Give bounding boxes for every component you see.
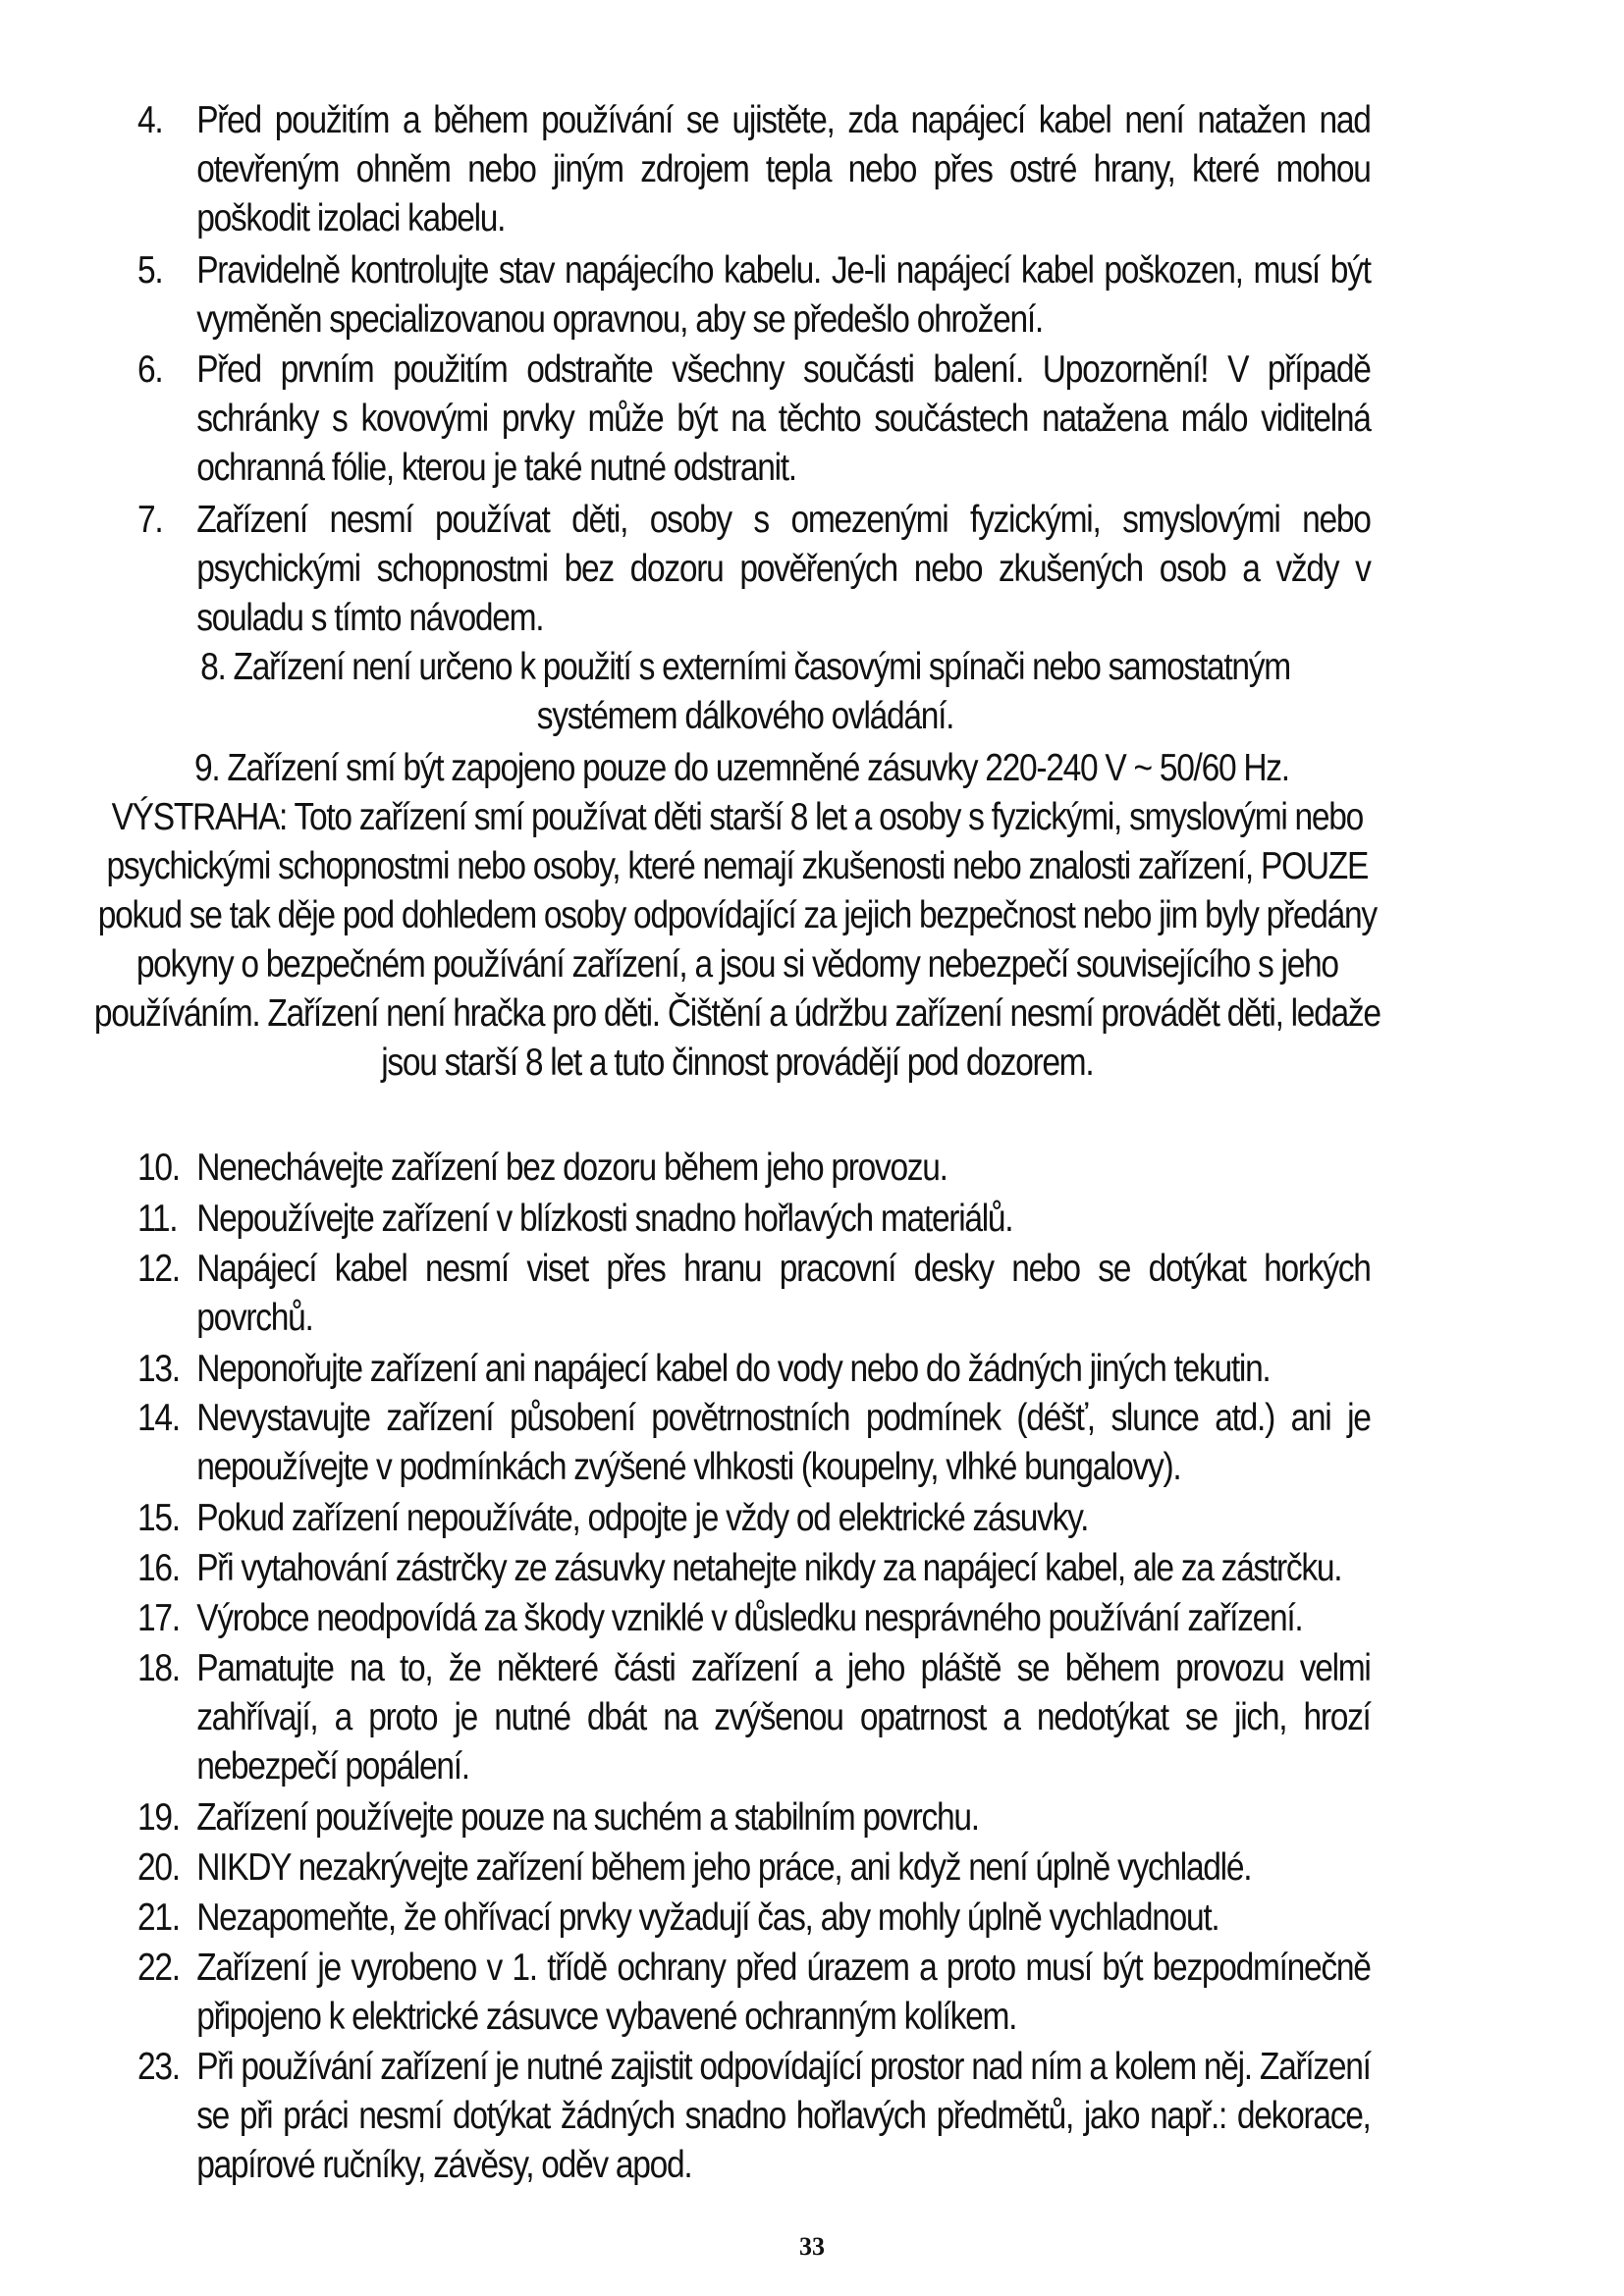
list-item-17 bbox=[137, 1594, 1371, 1643]
item-number: 17. bbox=[137, 1597, 180, 1639]
list-item-11 bbox=[137, 1195, 1371, 1244]
item-number: 13. bbox=[137, 1348, 180, 1390]
item-text: Před prvním použitím odstraňte všechny součásti balení. Upozornění! V případě schránky s kovovými prvky může být na těchto součástech natažena málo viditelná ochranná fólie, kterou je také nutné odstranit. bbox=[196, 348, 1371, 489]
item-text: Nevystavujte zařízení působení povětrnostních podmínek (déšť, slunce atd.) ani je nepoužívejte v podmínkách zvýšené vlhkosti (koupelny, vlhké bungalovy). bbox=[196, 1397, 1371, 1488]
item-text: Nepoužívejte zařízení v blízkosti snadno hořlavých materiálů. bbox=[196, 1198, 1013, 1240]
item-text: Zařízení používejte pouze na suchém a stabilním povrchu. bbox=[196, 1796, 979, 1839]
item-text: Nenechávejte zařízení bez dozoru během jeho provozu. bbox=[196, 1147, 947, 1189]
item-text: Zařízení není určeno k použití s externími časovými spínači nebo samostatným systémem dálkového ovládání. bbox=[233, 646, 1290, 737]
item-text: Při vytahování zástrčky ze zásuvky netahejte nikdy za napájecí kabel, ale za zástrčku. bbox=[196, 1547, 1342, 1589]
item-number: 11. bbox=[137, 1198, 178, 1240]
item-text: Při používání zařízení je nutné zajistit odpovídající prostor nad ním a kolem něj. Zařízení se při práci nesmí dotýkat žádných snadno hořlavých předmětů, jako např.: dekorace, papírové ručníky, závěsy, oděv apod. bbox=[196, 2046, 1371, 2186]
list-item-12 bbox=[137, 1245, 1371, 1343]
item-text: Pravidelně kontrolujte stav napájecího kabelu. Je-li napájecí kabel poškozen, musí být vyměněn specializovanou opravnou, aby se předešlo ohrožení. bbox=[196, 249, 1371, 341]
warning-paragraph: VÝSTRAHA: Toto zařízení smí používat děti starší 8 let a osoby s fyzickými, smyslovými nebo psychickými schopnostmi nebo osoby, které nemají zkušenosti nebo znalosti zařízení, POUZE pokud se tak děje pod dohledem osoby odpovídající za jejich bezpečnost nebo jim byly předány pokyny o bezpečném používání zařízení, a jsou si vědomy nebezpečí souvisejícího s jeho používáním. Zařízení není hračka pro děti. Čištění a údržbu zařízení nesmí provádět děti, ledaže jsou starší 8 let a tuto činnost provádějí pod dozorem. bbox=[93, 796, 1380, 1084]
item-number: 16. bbox=[137, 1547, 180, 1589]
item-text: Neponořujte zařízení ani napájecí kabel do vody nebo do žádných jiných tekutin. bbox=[196, 1348, 1271, 1390]
list-item-6 bbox=[137, 346, 1371, 493]
item-text: NIKDY nezakrývejte zařízení během jeho práce, ani když není úplně vychladlé. bbox=[196, 1846, 1252, 1889]
item-number: 7. bbox=[137, 499, 163, 541]
item-number: 10. bbox=[137, 1147, 180, 1189]
list-item-18 bbox=[137, 1644, 1371, 1791]
item-number: 23. bbox=[137, 2046, 180, 2088]
item-text: Výrobce neodpovídá za škody vzniklé v důsledku nesprávného používání zařízení. bbox=[196, 1597, 1303, 1639]
item-text: Před použitím a během používání se ujistěte, zda napájecí kabel není natažen nad otevřeným ohněm nebo jiným zdrojem tepla nebo přes ostré hrany, které mohou poškodit izolaci kabelu. bbox=[196, 99, 1371, 240]
item-number: 9. bbox=[194, 747, 220, 789]
item-text: Zařízení nesmí používat děti, osoby s omezenými fyzickými, smyslovými nebo psychickými schopnostmi bez dozoru pověřených nebo zkušených osob a vždy v souladu s tímto návodem. bbox=[196, 499, 1371, 639]
item-number: 8. bbox=[200, 646, 226, 688]
list-item-8 bbox=[196, 643, 1294, 741]
list-item-5 bbox=[137, 246, 1371, 345]
list-item-16 bbox=[137, 1544, 1371, 1593]
item-text: Nezapomeňte, že ohřívací prvky vyžadují čas, aby mohly úplně vychladnout. bbox=[196, 1896, 1219, 1939]
item-number: 14. bbox=[137, 1397, 180, 1439]
item-number: 21. bbox=[137, 1896, 180, 1939]
item-text: Zařízení smí být zapojeno pouze do uzemněné zásuvky 220-240 V ~ 50/60 Hz. bbox=[227, 747, 1289, 789]
item-number: 15. bbox=[137, 1497, 180, 1539]
item-text: Zařízení je vyrobeno v 1. třídě ochrany před úrazem a proto musí být bezpodmínečně připojeno k elektrické zásuvce vybavené ochranným kolíkem. bbox=[196, 1947, 1371, 2038]
item-number: 19. bbox=[137, 1796, 180, 1839]
list-item-22 bbox=[137, 1944, 1371, 2042]
list-item-15 bbox=[137, 1494, 1371, 1543]
item-number: 5. bbox=[137, 249, 163, 292]
list-item-7 bbox=[137, 496, 1371, 643]
item-number: 12. bbox=[137, 1248, 180, 1290]
page-number: 33 bbox=[799, 2232, 825, 2261]
list-item-4 bbox=[137, 96, 1371, 243]
item-text: Pamatujte na to, že některé části zařízení a jeho pláště se během provozu velmi zahřívají, a proto je nutné dbát na zvýšenou opatrnost a nedotýkat se jich, hrozí nebezpečí popálení. bbox=[196, 1647, 1371, 1788]
item-text: Pokud zařízení nepoužíváte, odpojte je vždy od elektrické zásuvky. bbox=[196, 1497, 1089, 1539]
list-item-19 bbox=[137, 1793, 1371, 1842]
item-text: Napájecí kabel nesmí viset přes hranu pracovní desky nebo se dotýkat horkých povrchů. bbox=[196, 1248, 1371, 1339]
list-item-23 bbox=[137, 2043, 1371, 2190]
item-number: 6. bbox=[137, 348, 163, 391]
item-number: 18. bbox=[137, 1647, 180, 1689]
list-item-21 bbox=[137, 1894, 1371, 1943]
list-item-10 bbox=[137, 1144, 1371, 1193]
list-item-14 bbox=[137, 1394, 1371, 1492]
item-number: 4. bbox=[137, 99, 163, 141]
item-number: 20. bbox=[137, 1846, 180, 1889]
list-item-20 bbox=[137, 1843, 1371, 1893]
list-item-13 bbox=[137, 1345, 1371, 1394]
item-number: 22. bbox=[137, 1947, 180, 1989]
list-item-9 bbox=[194, 744, 1289, 793]
